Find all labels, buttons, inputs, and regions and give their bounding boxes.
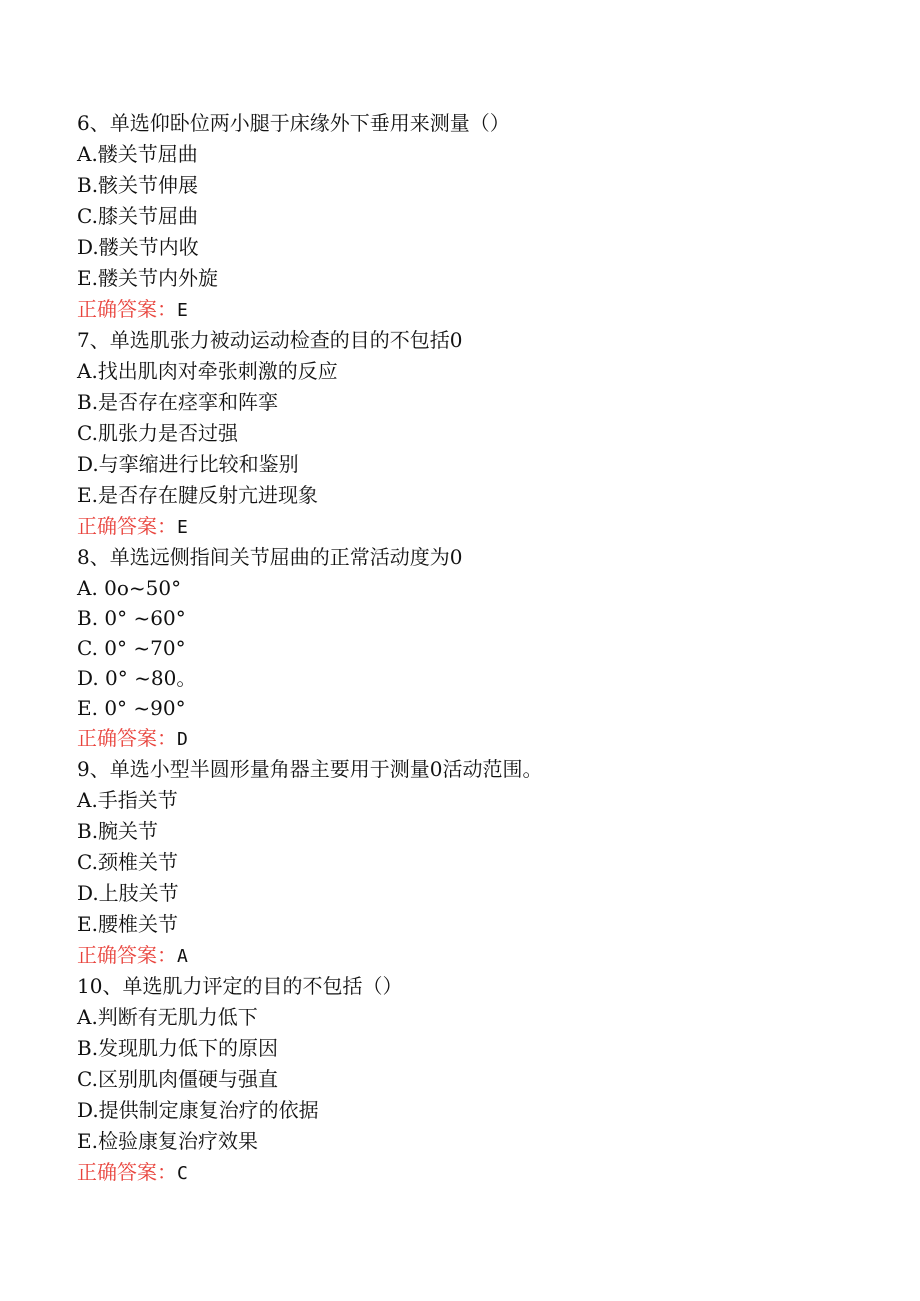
option-e: E.检验康复治疗效果 xyxy=(77,1129,258,1153)
correct-answer xyxy=(77,511,877,542)
question-stem: 6、单选仰卧位两小腿于床缘外下垂用来测量（） xyxy=(77,111,510,135)
option-e: E.腰椎关节 xyxy=(77,912,178,936)
option-e: E.是否存在腱反射亢进现象 xyxy=(77,483,318,507)
answer-label: 正确答案： xyxy=(77,514,177,538)
answer-label: 正确答案： xyxy=(77,297,177,321)
answer-label: 正确答案： xyxy=(77,943,177,967)
option-e: E. 0° ~90° xyxy=(77,696,186,720)
option-a: A. 0o~50° xyxy=(77,576,182,600)
option-e: E.髅关节内外旋 xyxy=(77,266,218,290)
question-stem: 8、单选远侧指间关节屈曲的正常活动度为0 xyxy=(77,545,463,569)
correct-answer xyxy=(77,723,877,754)
correct-answer xyxy=(77,294,877,325)
option-b: B.骸关节伸展 xyxy=(77,173,199,197)
answer-value: C xyxy=(177,1163,188,1184)
option-c: C.膝关节屈曲 xyxy=(77,204,198,228)
document-page xyxy=(77,108,877,1188)
option-b: B.腕关节 xyxy=(77,819,159,843)
option-d: D.髅关节内收 xyxy=(77,235,199,259)
question-stem: 9、单选小型半圆形量角器主要用于测量0活动范围。 xyxy=(77,757,543,781)
correct-answer xyxy=(77,940,877,971)
option-a: A.髅关节屈曲 xyxy=(77,142,198,166)
option-d: D.与挛缩进行比较和鉴别 xyxy=(77,452,299,476)
option-b: B.是否存在痉挛和阵挛 xyxy=(77,390,279,414)
option-d: D.上肢关节 xyxy=(77,881,179,905)
answer-value: E xyxy=(177,517,188,538)
option-d: D.提供制定康复治疗的依据 xyxy=(77,1098,319,1122)
question-9 xyxy=(77,754,877,971)
answer-value: E xyxy=(177,300,188,321)
option-c: C.肌张力是否过强 xyxy=(77,421,238,445)
option-a: A.判断有无肌力低下 xyxy=(77,1005,258,1029)
question-7 xyxy=(77,325,877,542)
answer-label: 正确答案： xyxy=(77,726,177,750)
question-10 xyxy=(77,971,877,1188)
question-6 xyxy=(77,108,877,325)
question-stem: 10、单选肌力评定的目的不包括（） xyxy=(77,974,403,998)
option-d: D. 0° ~80。 xyxy=(77,666,197,690)
correct-answer xyxy=(77,1157,877,1188)
option-c: C. 0° ~70° xyxy=(77,636,186,660)
question-stem: 7、单选肌张力被动运动检查的目的不包括0 xyxy=(77,328,463,352)
answer-value: D xyxy=(177,729,188,750)
question-8 xyxy=(77,542,877,754)
option-b: B.发现肌力低下的原因 xyxy=(77,1036,279,1060)
answer-value: A xyxy=(177,946,188,967)
option-c: C.区别肌肉僵硬与强直 xyxy=(77,1067,278,1091)
option-a: A.找出肌肉对牵张刺激的反应 xyxy=(77,359,338,383)
option-b: B. 0° ~60° xyxy=(77,606,186,630)
option-a: A.手指关节 xyxy=(77,788,178,812)
answer-label: 正确答案： xyxy=(77,1160,177,1184)
option-c: C.颈椎关节 xyxy=(77,850,178,874)
